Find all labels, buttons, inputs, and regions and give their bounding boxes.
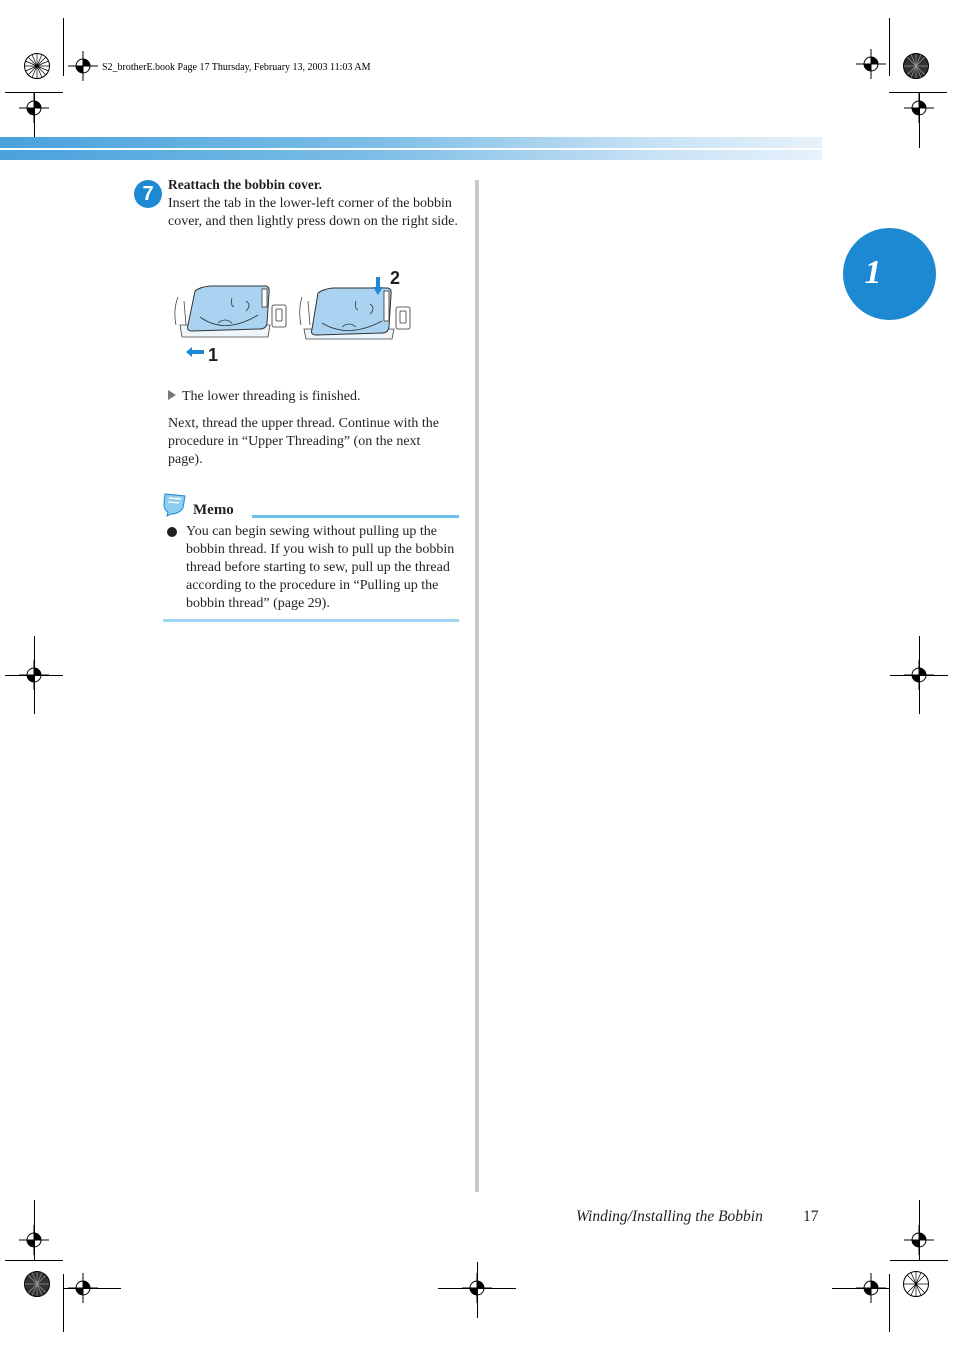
step-number-badge: 7 [134, 180, 162, 208]
step-instructions: Insert the tab in the lower-left corner of the bobbin cover, and then lightly press down on the right side. [168, 196, 458, 229]
result-text: The lower threading is finished. [182, 389, 361, 404]
memo-rule [252, 515, 459, 518]
memo-bottom-rule [163, 619, 459, 622]
bobbin-cover-figure-left [175, 286, 286, 337]
arrow-left-icon [186, 347, 204, 357]
memo-bullet [167, 527, 177, 537]
chapter-number: 1 [864, 254, 882, 291]
color-wheel-icon [24, 53, 50, 79]
next-step-paragraph: Next, thread the upper thread. Continue with the procedure in “Upper Threading” (on the next page). [168, 416, 439, 467]
chapter-tab [843, 228, 936, 320]
memo-label: Memo [193, 502, 234, 518]
callout-2: 2 [390, 268, 401, 288]
registration-mark-icon [68, 51, 98, 81]
header-band-bottom [0, 150, 822, 160]
bobbin-cover-illustration [170, 265, 420, 365]
callout-1: 1 [208, 345, 219, 365]
color-wheel-icon [903, 1271, 929, 1297]
header-band-top [0, 137, 822, 148]
result-line [168, 388, 458, 406]
footer-section-title: Winding/Installing the Bobbin [576, 1208, 763, 1225]
result-arrow-icon [168, 390, 176, 400]
color-wheel-icon [24, 1271, 50, 1297]
memo-text: You can begin sewing without pulling up the bobbin thread. If you wish to pull up the bobbin thread before starting to sew, pull up the thread according to the procedure in “Pulling up the bobbin thread” (page 29). [186, 524, 455, 611]
memo-icon [161, 492, 189, 518]
bobbin-cover-figure-right [300, 288, 410, 339]
page-number: 17 [803, 1208, 819, 1225]
color-wheel-icon [903, 53, 929, 79]
column-divider [475, 180, 479, 1192]
step-title: Reattach the bobbin cover. [168, 177, 322, 192]
header-file-info: S2_brotherE.book Page 17 Thursday, February 13, 2003 11:03 AM [102, 62, 371, 73]
registration-mark-icon [856, 49, 886, 79]
